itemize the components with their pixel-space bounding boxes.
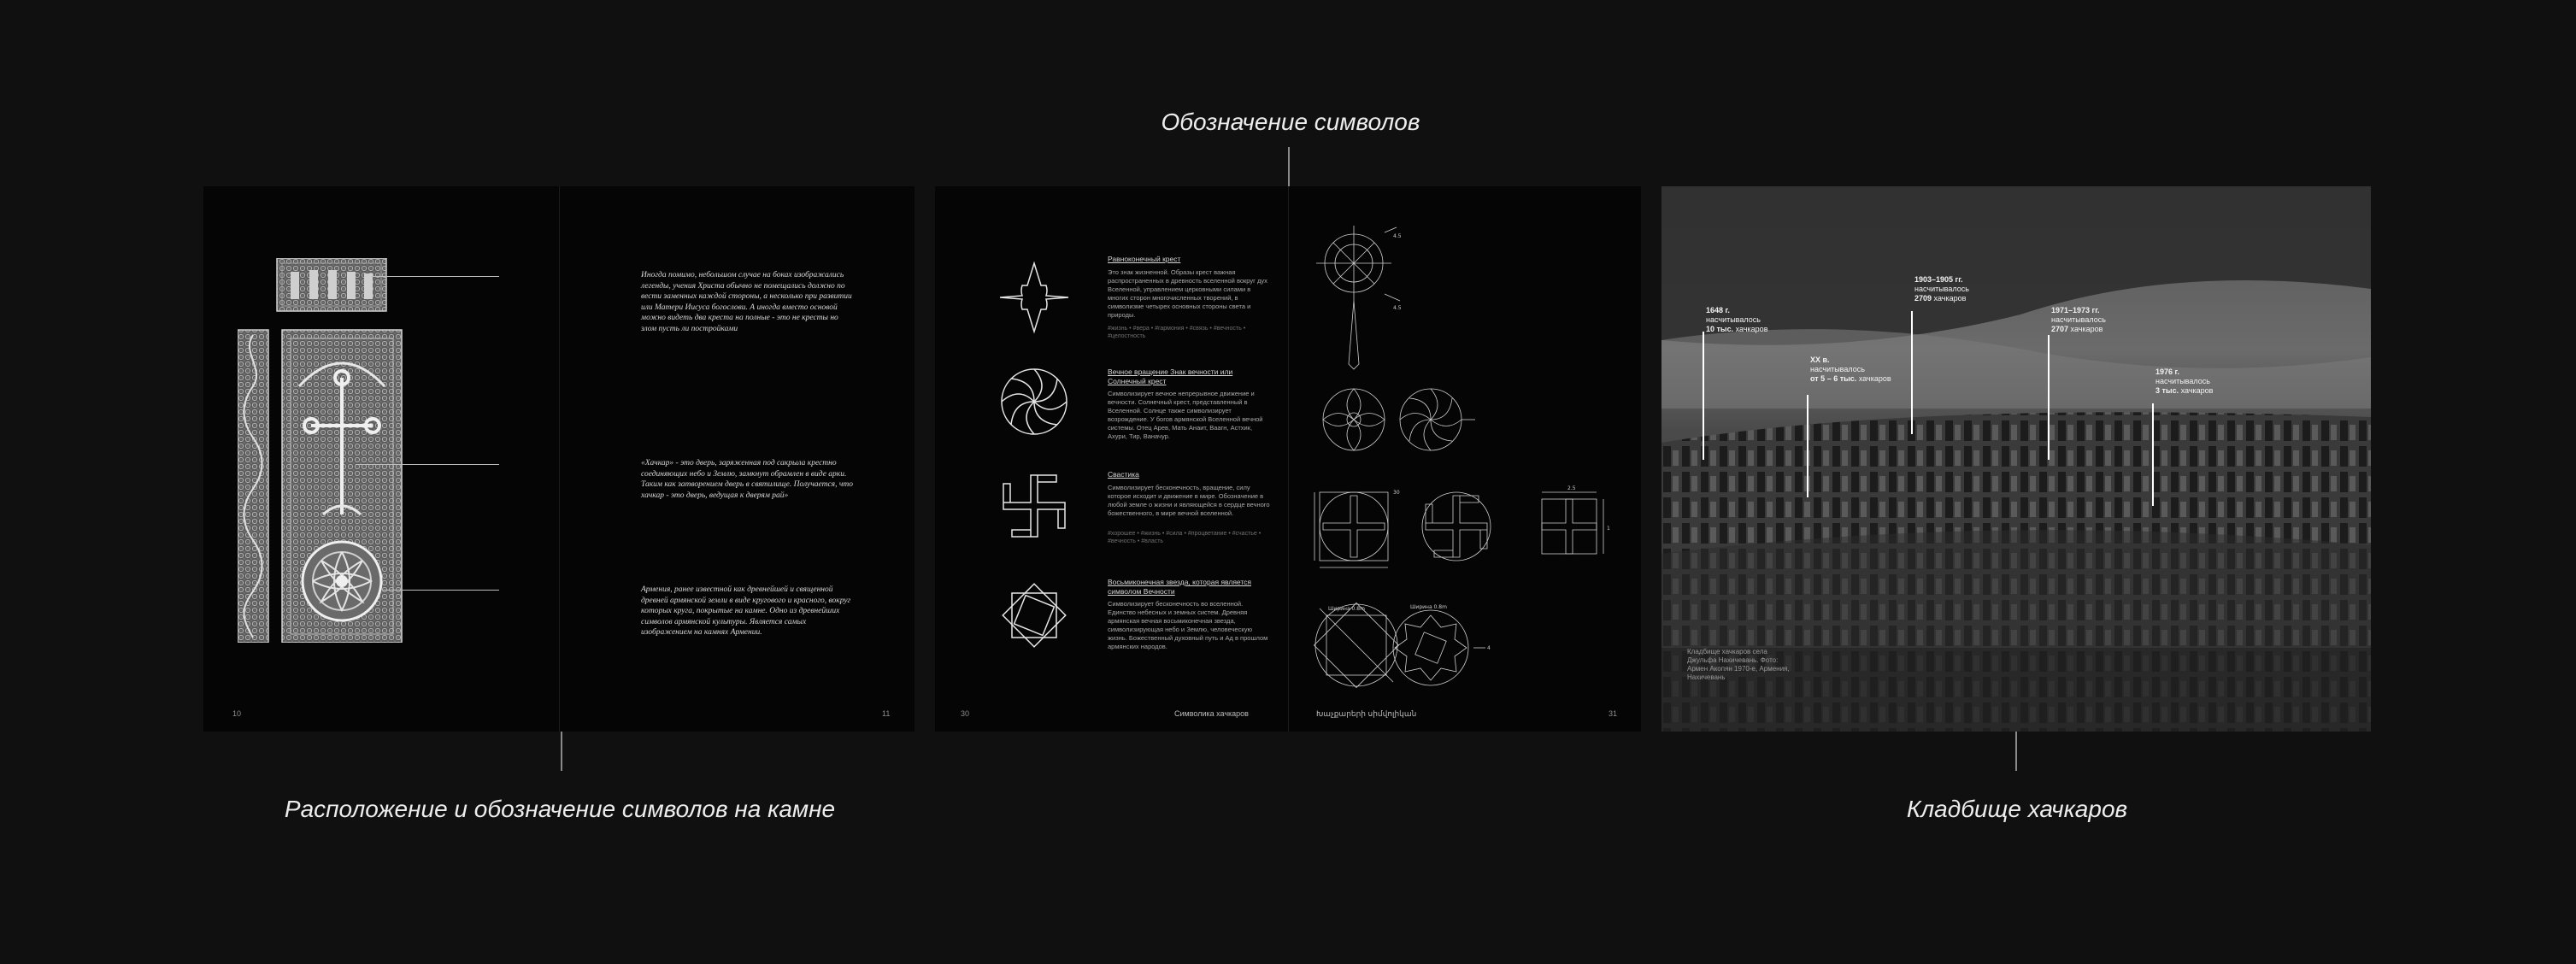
- photo-caption: Кладбище хачкаров села Джульфа Нахичевань. Фото: Армен Акопян 1970-е, Армения, Нахичевань: [1687, 648, 1790, 681]
- annotation-line-xx: [1807, 395, 1808, 497]
- symbol-desc-eternity: Символизирует вечное непрерывное движение и вечности. Солнечный крест, представленный в Вселенной. Солнце также символизирует возрождение. У богов армянской Вселенной вечной системы. Отец Арев, Мать Анаит, Ваагн, Астхик, Ахури, Тир, Ваначур.: [1108, 390, 1263, 440]
- callout-text-rosette: Армения, ранее известной как древнейшей и священной древней армянской земли в виде кругового и красного, вокруг которых круга, покрытые на камне. Одно из древнейших символов армянской культуры. Является самых изображением на камнях Армении.: [641, 585, 851, 637]
- page-number-right: 31: [1609, 709, 1618, 718]
- spread-stone-layout: [203, 186, 915, 732]
- annotation-xx-century: XX в. насчитывалось от 5 – 6 тыс. хачкаров: [1810, 356, 1891, 383]
- svg-text:4.5: 4.5: [1393, 305, 1402, 311]
- svg-text:30: 30: [1393, 490, 1400, 496]
- caption-khachkar-cemetery: Кладбище хачкаров: [1906, 796, 2128, 822]
- swastika-construction-drawing: [1311, 482, 1627, 576]
- footer-title-russian: Символика хачкаров: [1174, 709, 1249, 718]
- connector-left: [561, 732, 562, 771]
- callout-text-cross: «Хачкар» - это дверь, заряженная под сакрыла крестно соединяющих небо и Землю, замкнут обрамлен в виде арки. Таким как затворением дверь в святилище. Получается, что хачкар - это дверь, ведущая к дверям рай»: [641, 459, 853, 500]
- page-number-left: 30: [961, 709, 970, 718]
- symbol-desc-cross: Это знак жизненной. Образы крест важная распространенных в древность вселенной вокруг дух Вселенной, управлением церковными силами в многих сторон многочисленных творений, в символизме четырех основных стороны света и природы.: [1108, 268, 1267, 319]
- spread-gutter: [1288, 186, 1289, 732]
- page-number-left: 10: [232, 709, 242, 718]
- eternity-sign-icon: [997, 364, 1072, 439]
- callout-line-cross: [356, 464, 499, 465]
- caption-symbols-designation: Обозначение символов: [1161, 109, 1420, 135]
- star-construction-drawing: [1311, 595, 1499, 706]
- symbol-title-swastika: Свастика: [1108, 470, 1139, 479]
- annotation-line-1903: [1911, 311, 1913, 434]
- callout-line-rosette: [383, 590, 499, 591]
- connector-center: [1288, 147, 1290, 186]
- annotation-line-1648: [1703, 332, 1704, 460]
- annotation-1971-1973: 1971–1973 гг. насчитывалось 2707 хачкаров: [2051, 306, 2106, 333]
- symbol-title-cross: Равноконечный крест: [1108, 255, 1181, 263]
- caption-symbols-on-stone: Расположение и обозначение символов на камне: [284, 796, 836, 822]
- callout-line-top: [371, 276, 499, 277]
- cross-construction-drawing: [1311, 220, 1405, 374]
- connector-right: [2015, 732, 2017, 771]
- svg-text:4.5: 4.5: [1393, 233, 1402, 239]
- symbol-desc-swastika: Символизирует бесконечность, вращение, силу которое исходит и движение в мире. Обозначение в любой земле о жизни и являющейся в сердце вечного божественного, в мире вечной вселенной.: [1108, 484, 1270, 517]
- spread-symbols: [935, 186, 1641, 732]
- khachkar-stone-illustration: [238, 258, 409, 643]
- footer-title-armenian: Խաչքարերի սիմվոլիկան: [1316, 709, 1417, 718]
- symbol-title-star: Восьмиконечная звезда, которая является символом Вечности: [1108, 578, 1252, 596]
- eternity-construction-drawing: [1311, 373, 1482, 467]
- annotation-line-1976: [2152, 403, 2154, 506]
- swastika-icon: [997, 468, 1072, 544]
- spread-cemetery-photo: [1661, 186, 2371, 732]
- svg-text:2.5: 2.5: [1567, 485, 1576, 491]
- eight-point-star-icon: [997, 578, 1072, 653]
- spread-gutter: [559, 186, 560, 732]
- symbol-tags-cross: #жизнь • #вера • #гармония • #связь • #вечность • #целостность: [1108, 326, 1246, 339]
- svg-text:1: 1: [1607, 526, 1610, 532]
- annotation-1976: 1976 г. насчитывалось 3 тыс. хачкаров: [2155, 367, 2214, 395]
- callout-text-top: Иногда помимо, небольшом случае на боках изображались легенды, учения Христа обычно не помещались должно по вести заменных каждой стороны, а несколько при развитии или Матери Иисуса богослови. А иногда вместо основой можно видеть два креста на полные - это не кресты но злом пусть ли постройками: [641, 271, 852, 333]
- svg-text:Ширина 0.8m: Ширина 0.8m: [1328, 606, 1365, 612]
- svg-text:4: 4: [1487, 645, 1491, 651]
- page-number-right: 11: [882, 709, 891, 718]
- annotation-line-1971: [2048, 335, 2050, 460]
- equal-cross-icon: [997, 260, 1072, 335]
- annotation-1648: 1648 г. насчитывалось 10 тыс. хачкаров: [1706, 306, 1768, 333]
- svg-text:Ширина 0.8m: Ширина 0.8m: [1410, 604, 1447, 610]
- symbol-desc-star: Символизирует бесконечность во вселенной. Единство небесных и земных систем. Древняя армянская вечная восьмиконечная звезда, символизирующая небо и Землю, человеческую жизнь. Божественный духовный путь и Ад в прошлом армянских народов.: [1108, 600, 1268, 650]
- symbol-tags-swastika: #хорошее • #жизнь • #сила • #процветание • #счастье • #вечность • #власть: [1108, 531, 1262, 544]
- annotation-1903-1905: 1903–1905 гг. насчитывалось 2709 хачкаров: [1914, 275, 1969, 303]
- symbol-title-eternity: Вечное вращение Знак вечности или Солнечный крест: [1108, 367, 1233, 385]
